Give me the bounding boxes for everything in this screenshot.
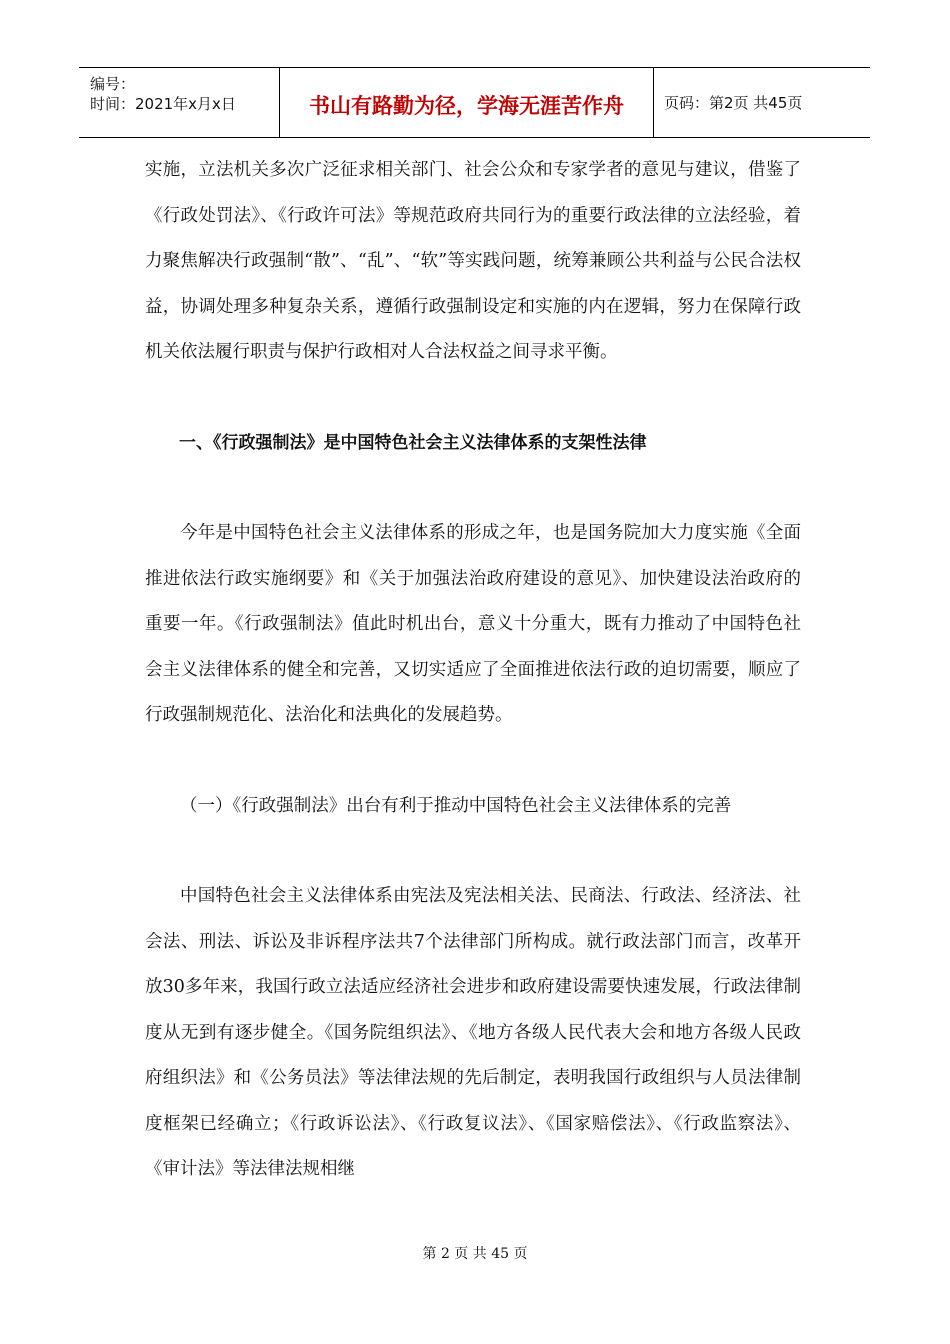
section-heading-1: 一、《行政强制法》是中国特色社会主义法律体系的支架性法律: [179, 432, 647, 453]
date-label: 时间：2021年x月x日: [90, 95, 236, 113]
header-left-cell: [79, 68, 280, 137]
paragraph-2: 今年是中国特色社会主义法律体系的形成之年，也是国务院加大力度实施《全面推进依法行政实施纲要》和《关于加强法治政府建设的意见》、加快建设法治政府的重要一年。《行政强制法》值此时机出台，意义十分重大，既有力推动了中国特色社会主义法律体系的健全和完善，又切实适应了全面推进依法行政的迫切需要，顺应了行政强制规范化、法治化和法典化的发展趋势。: [145, 523, 801, 725]
paragraph-3: 中国特色社会主义法律体系由宪法及宪法相关法、民商法、行政法、经济法、社会法、刑法、诉讼及非诉程序法共7个法律部门所构成。就行政法部门而言，改革开放30多年来，我国行政立法适应经济社会进步和政府建设需要快速发展，行政法律制度从无到有逐步健全。《国务院组织法》、《地方各级人民代表大会和地方各级人民政府组织法》和《公务员法》等法律法规的先后制定，表明我国行政组织与人员法律制度框架已经确立；《行政诉讼法》、《行政复议法》、《国家赔偿法》、《行政监察法》、《审计法》等法律法规相继: [145, 886, 801, 1179]
page-info: 页码：第2页 共45页: [664, 94, 803, 112]
paragraph-1: 实施，立法机关多次广泛征求相关部门、社会公众和专家学者的意见与建议，借鉴了《行政处罚法》、《行政许可法》等规范政府共同行为的重要行政法律的立法经验，着力聚焦解决行政强制“散”、“乱”、“软”等实践问题，统筹兼顾公共利益与公民合法权益，协调处理多种复杂关系，遵循行政强制设定和实施的内在逻辑，努力在保障行政机关依法履行职责与保护行政相对人合法权益之间寻求平衡。: [145, 160, 801, 362]
document-body: [145, 148, 801, 1193]
number-label: 编号：: [90, 75, 136, 93]
subsection-heading-1: （一）《行政强制法》出台有利于推动中国特色社会主义法律体系的完善: [180, 795, 732, 816]
page-footer: 第 2 页 共 45 页: [422, 1246, 528, 1262]
header-table: [79, 67, 870, 138]
motto: 书山有路勤为径，学海无涯苦作舟: [280, 68, 654, 137]
